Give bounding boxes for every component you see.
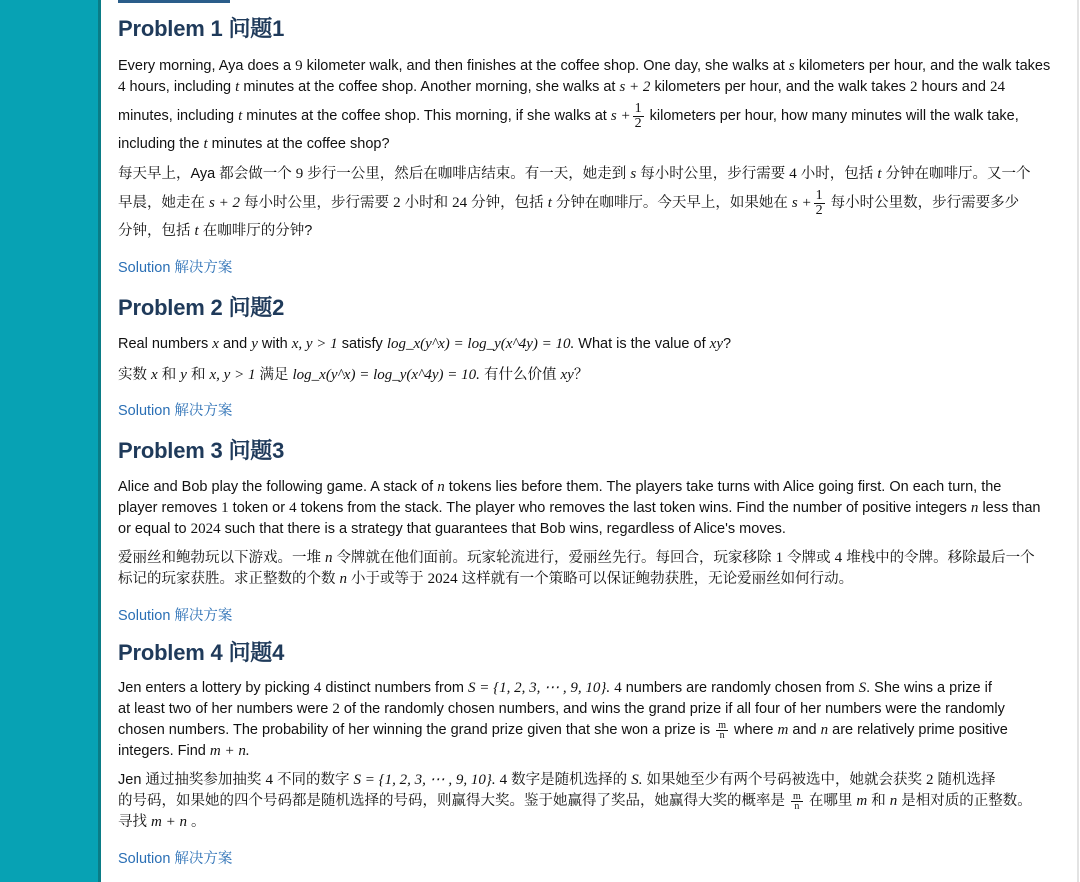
fraction-m-over-n: $\frac{m}{n}$: [718, 719, 726, 741]
fraction-m-over-n-zh: $\frac{m}{n}$: [793, 790, 801, 812]
problem-4-chinese: Jen 通过抽奖参加抽奖 4 不同的数字 S = {1, 2, 3, ⋯ , 9, 10}. 4 数字是随机选择的 S. 如果她至少有两个号码被选中，她就会获奖 2 随机选择 的号码，如果她的四个号码都是随机选择的号码，则赢得大奖。鉴于她赢得了奖品，她赢得大奖的概率是 $\frac{m}{n}$ 在哪里 m 和 n 是相对质的正整数。 寻找 m + n 。: [118, 772, 1032, 830]
problem-4: [118, 640, 1070, 869]
problem-3-chinese: 爱丽丝和鲍勃玩以下游戏。一堆 n 令牌就在他们面前。玩家轮流进行，爱丽丝先行。每回合，玩家移除 1 令牌或 4 堆栈中的令牌。移除最后一个 标记的玩家获胜。求正整数的个数 n 小于或等于 2024 这样就有一个策略可以保证鲍勃获胜，无论爱丽丝如何行动。: [118, 550, 1035, 587]
problem-2-title: Problem 2 问题2: [118, 295, 285, 320]
sidebar-edge: [98, 0, 101, 882]
top-accent-bar: [118, 0, 230, 3]
problem-2-chinese: 实数 x 和 y 和 x, y > 1 满足 log_x(y^x) = log_y(x^4y) = 10. 有什么价值 xy？: [118, 367, 589, 383]
left-sidebar: [0, 0, 101, 882]
problem-3-title: Problem 3 问题3: [118, 438, 285, 463]
problem-2-solution-link[interactable]: Solution 解决方案: [118, 403, 233, 419]
problem-1-solution-link[interactable]: Solution 解决方案: [118, 260, 233, 276]
problem-2: [118, 295, 1070, 421]
problem-4-solution-link[interactable]: Solution 解决方案: [118, 851, 233, 867]
problem-1-title: Problem 1 问题1: [118, 16, 285, 41]
fraction-one-half-zh: $\frac{1}{2}$: [815, 187, 823, 218]
fraction-one-half: $\frac{1}{2}$: [634, 100, 642, 131]
problem-4-title: Problem 4 问题4: [118, 640, 285, 665]
problem-2-english: Real numbers x and y with x, y > 1 satisfy log_x(y^x) = log_y(x^4y) = 10. What is the value of xy?: [118, 336, 732, 352]
problem-1-english: Every morning, Aya does a 9 kilometer walk, and then finishes at the coffee shop. One day, she walks at s kilometers per hour, and the walk takes 4 hours, including t minutes at the coffee shop. Another morning, she walks at s + 2 kilometers per hour, and the walk takes 2 hours and 24 minutes, including t minutes at the coffee shop. This morning, if she walks at s + $\frac{1}{2}$ kilometers per hour, how many minutes will the walk take, including the t minutes at the coffee shop?: [118, 58, 1051, 152]
problem-1: [118, 16, 1070, 278]
problem-3-english: Alice and Bob play the following game. A stack of n tokens lies before them. The players take turns with Alice going first. On each turn, the player removes 1 token or 4 tokens from the stack. The player who removes the last token wins. Find the number of positive integers n less than or equal to 2024 such that there is a strategy that guarantees that Bob wins, regardless of Alice's moves.: [118, 479, 1041, 537]
problem-3-solution-link[interactable]: Solution 解决方案: [118, 608, 233, 624]
problem-3: [118, 438, 1070, 626]
right-divider: [1077, 0, 1079, 882]
problem-1-chinese: 每天早上，Aya 都会做一个 9 步行一公里，然后在咖啡店结束。有一天，她走到 s 每小时公里，步行需要 4 小时，包括 t 分钟在咖啡厅。又一个 早晨，她走在 s + 2 每小时公里，步行需要 2 小时和 24 分钟，包括 t 分钟在咖啡厅。今天早上，如果她在 s + $\frac{1}{2}$ 每小时公里数，步行需要多少 分钟，包括 t 在咖啡厅的分钟?: [118, 166, 1031, 239]
problem-4-english: Jen enters a lottery by picking 4 distinct numbers from S = {1, 2, 3, ⋯ , 9, 10}. 4 numbers are randomly chosen from S. She wins a prize if at least two of her numbers were 2 of the randomly chosen numbers, and wins the grand prize if all four of her numbers were the randomly chosen numbers. The probability of her winning the grand prize given that she won a prize is $\frac{m}{n}$ where m and n are relatively prime positive integers. Find m + n.: [118, 680, 1008, 759]
